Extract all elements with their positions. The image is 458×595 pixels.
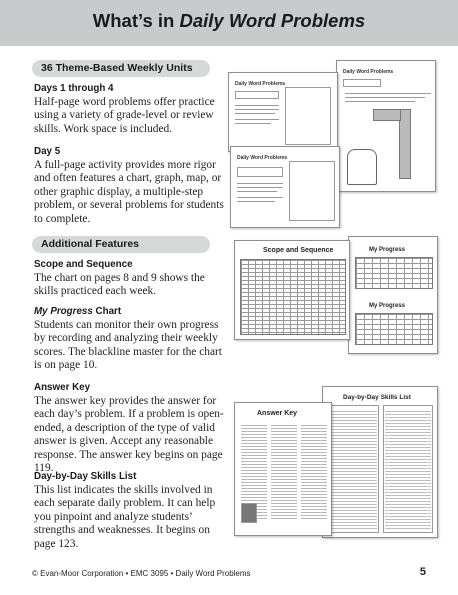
day5-heading: Day 5	[34, 146, 61, 157]
thumb-line	[235, 105, 279, 106]
thumb-figure-people	[347, 149, 377, 185]
answer-key-figure	[241, 503, 257, 523]
days1-4-block	[34, 83, 224, 136]
page-title	[0, 10, 458, 32]
scope-thumb-title: Scope and Sequence	[263, 247, 334, 254]
thumbnail-day5-page	[336, 60, 436, 192]
thumb-figure-wall	[373, 109, 401, 121]
unit-label-2: Daily Word Problems	[343, 69, 394, 75]
thumb-box	[235, 91, 279, 99]
thumb-box	[343, 79, 381, 87]
thumbnail-day2-page	[230, 146, 340, 228]
thumb-line	[237, 201, 275, 202]
scope-heading: Scope and Sequence	[34, 259, 133, 270]
scope-text: The chart on pages 8 and 9 shows the skills practiced each week.	[34, 272, 205, 298]
progress-block	[34, 306, 224, 373]
skills-lines	[385, 409, 431, 529]
days1-4-text: Half-page word problems offer practice using a variety of grade-level or review skills. Work space is included.	[34, 96, 215, 135]
thumb-line	[235, 109, 279, 110]
page-number: 5	[419, 566, 426, 578]
progress-heading	[34, 306, 224, 317]
thumb-line	[237, 183, 283, 184]
thumbnail-day1-page	[228, 72, 338, 152]
answer-key-lines	[271, 423, 297, 519]
thumb-workspace	[285, 87, 331, 145]
skills-list-text: This list indicates the skills involved in each separate daily problem. It can help you pinpoint and analyze students’ strengths and weaknesses. It begins on page 123.	[34, 484, 216, 550]
answer-key-block	[34, 382, 224, 475]
skills-thumb-title: Day-by-Day Skills List	[343, 394, 411, 401]
answer-key-lines	[301, 423, 327, 519]
progress-text: Students can monitor their own progress by recording and analyzing their weekly scores. The blackline master for the chart is on page 10.	[34, 319, 222, 372]
progress-thumb-title-2: My Progress	[369, 303, 406, 309]
progress-grid	[355, 313, 433, 345]
footer-text: © Evan-Moor Corporation • EMC 3095 • Daily Word Problems	[32, 569, 251, 578]
page-title-italic: Daily Word Problems	[179, 10, 366, 31]
skills-list-block	[34, 471, 224, 551]
progress-thumb-title-1: My Progress	[369, 247, 406, 253]
thumb-line	[235, 123, 271, 124]
thumbnail-progress-chart	[348, 236, 438, 354]
unit-label-1b: Daily Word Problems	[237, 155, 288, 161]
thumb-line	[345, 101, 415, 102]
scope-grid	[240, 259, 346, 335]
answer-key-heading: Answer Key	[34, 382, 91, 393]
skills-list-heading: Day-by-Day Skills List	[34, 471, 137, 482]
skills-lines	[331, 409, 377, 529]
thumb-line	[345, 93, 431, 94]
thumb-line	[235, 119, 279, 120]
answer-key-thumb-title: Answer Key	[257, 410, 298, 417]
unit-label-1: Daily Word Problems	[235, 81, 286, 87]
thumb-workspace	[289, 161, 335, 221]
day5-block	[34, 146, 224, 226]
thumb-line	[237, 191, 277, 192]
progress-heading-italic: My Progress	[34, 306, 93, 317]
page-title-plain: What’s in	[92, 10, 180, 31]
answer-key-text: The answer key provides the answer for each day’s problem. If a problem is open-ended, a description of the type of valid answer is given. Accept any reasonable response. The answer key begins on page 119.	[34, 395, 224, 475]
thumbnail-answer-key	[234, 402, 332, 536]
scope-block	[34, 259, 224, 299]
days1-4-heading: Days 1 through 4	[34, 83, 114, 94]
thumbnail-scope-sequence	[234, 240, 350, 340]
thumbnail-skills-list	[322, 386, 438, 538]
section-bar-additional: Additional Features	[32, 236, 210, 253]
thumb-line	[237, 187, 283, 188]
thumb-box	[237, 167, 283, 177]
day5-text: A full-page activity provides more rigor and often features a chart, graph, map, or other graphic display, a multiple-step problem, or several problems for students to complete.	[34, 159, 224, 225]
thumb-line	[345, 97, 425, 98]
section-bar-weekly-units: 36 Theme-Based Weekly Units	[32, 60, 210, 77]
thumb-line	[235, 113, 275, 114]
thumb-line	[237, 197, 283, 198]
progress-heading-rest: Chart	[92, 306, 122, 317]
progress-grid	[355, 257, 433, 289]
